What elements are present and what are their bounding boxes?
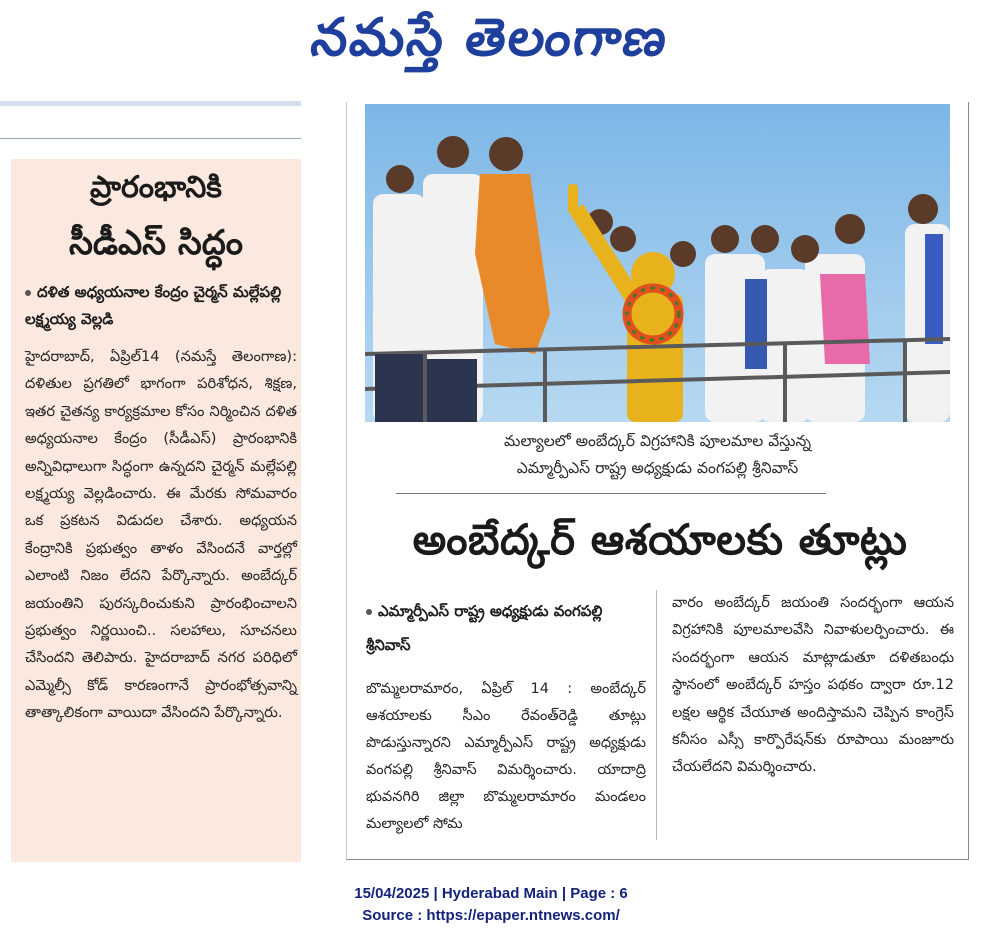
footer-date-edition: 15/04/2025 | Hyderabad Main | Page : 6 xyxy=(354,885,628,902)
photo-caption xyxy=(365,428,950,482)
article-photo xyxy=(365,104,950,422)
left-subhead-text: దళిత అధ్యయనాల కేంద్రం చైర్మన్ మల్లేపల్లి లక్ష్మయ్య వెల్లడి xyxy=(25,283,282,328)
right-headline: అంబేద్కర్ ఆశయాలకు తూట్లు xyxy=(412,515,908,564)
photo-caption-line2: ఎమ్మార్పీఎస్ రాష్ట్ర అధ్యక్షుడు వంగపల్లి శ్రీనివాస్ xyxy=(516,459,799,477)
left-article-body: హైదరాబాద్, ఏప్రిల్14 (నమస్తే తెలంగాణ): దళితుల ప్రగతిలో భాగంగా పరిశోధన, శిక్షణ, ఇతర చైతన్య కార్యక్రమాల కోసం నిర్మించిన దళిత అధ్యయనాల కేంద్రం (సీడీఎస్) ప్రారంభానికి అన్నివిధాలుగా సిద్ధంగా ఉన్నదని చైర్మన్ మల్లేపల్లి లక్ష్మయ్య వెల్లడించారు. ఈ మేరకు సోమవారం ఒక ప్రకటన విడుదల చేశారు. అధ్యయన కేంద్రానికి ప్రభుత్వం తాళం వేసిందనే వార్తల్లో ఎలాంటి నిజం లేదని పేర్కొన్నారు. అంబేద్కర్ జయంతిని పురస్కరించుకుని ప్రారంభించాలని ప్రభుత్వం నిర్ణయించి.. సలహాలు, సూచనలు చేసిందని తెలిపారు. హైదరాబాద్ నగర పరిధిలో ఎమ్మెల్సీ కోడ్ కారణంగానే ప్రారంభోత్సవాన్ని తాత్కాలికంగా వాయిదా వేసిందని పేర్కొన్నారు. xyxy=(25,348,297,722)
right-article-body-col2: వారం అంబేద్కర్ జయంతి సందర్భంగా ఆయన విగ్రహానికి పూలమాలవేసి నివాళులర్పించారు. ఈ సందర్భంగా ఆయన మాట్లాడుతూ దళితబంధు స్థానంలో అంబేద్కర్ హస్తం పథకం ద్వారా రూ.12 లక్షల ఆర్థిక చేయూత అందిస్తామని చెప్పిన కాంగ్రెస్ కనీసం ఎస్సీ కార్పొరేషన్‌కు రూపాయి మంజూరు చేయలేదని విమర్శించారు. xyxy=(672,595,954,776)
left-article xyxy=(11,159,301,862)
right-subhead xyxy=(366,594,646,662)
left-top-rule xyxy=(0,101,301,106)
left-subhead xyxy=(25,279,293,333)
masthead xyxy=(0,0,982,80)
right-article-body-col1: బొమ్మలరామారం, ఏప్రిల్ 14 : అంబేద్కర్ ఆశయాలకు సీఎం రేవంత్‌రెడ్డి తూట్లు పొడుస్తున్నారని ఎమ్మార్పీఎస్ రాష్ట్ర అధ్యక్షుడు వంగపల్లి శ్రీనివాస్ విమర్శించారు. యాదాద్రి భువనగిరి జిల్లా బొమ్మలరామారం మండలం మల్యాలలో సోమ xyxy=(366,681,646,832)
caption-rule xyxy=(396,493,826,494)
column-divider xyxy=(656,590,657,840)
bullet-icon xyxy=(366,609,372,615)
bullet-icon xyxy=(25,290,31,296)
left-headline-line2: సీడీఎస్ సిద్ధం xyxy=(68,223,244,263)
left-divider xyxy=(0,138,301,139)
photo-caption-line1: మల్యాలలో అంబేద్కర్ విగ్రహానికి పూలమాల వేస్తున్న xyxy=(504,432,811,450)
right-subhead-text: ఎమ్మార్పీఎస్ రాష్ట్ర అధ్యక్షుడు వంగపల్లి శ్రీనివాస్ xyxy=(366,602,603,654)
newspaper-title: నమస్తే తెలంగాణ xyxy=(307,8,673,68)
left-headline-line1: ప్రారంభానికి xyxy=(90,170,222,205)
photo-illustration xyxy=(365,104,950,422)
footer-source-link[interactable]: Source : https://epaper.ntnews.com/ xyxy=(362,907,620,924)
